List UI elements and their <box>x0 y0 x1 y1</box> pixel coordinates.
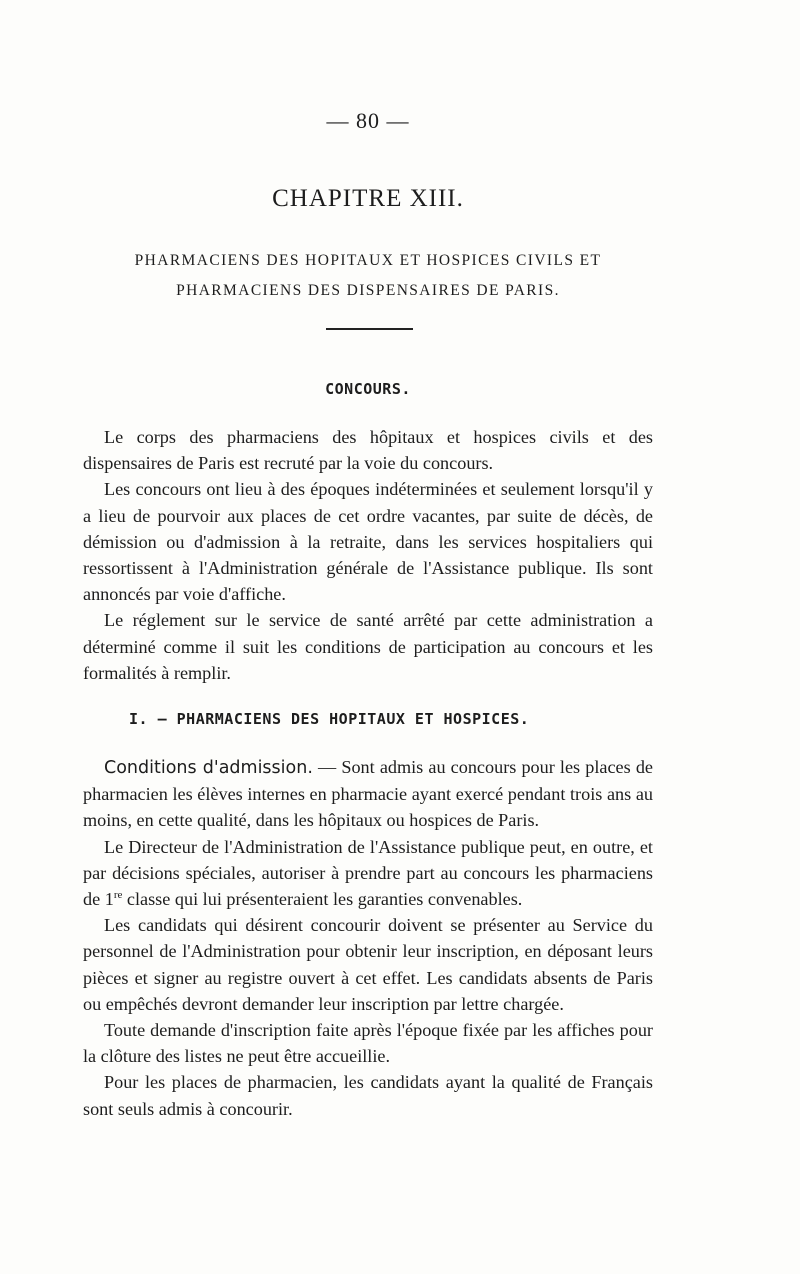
paragraph-recruitment: Le corps des pharmaciens des hôpitaux et hospices civils et des dispensaires de Paris est recruté par la voie du concours. <box>83 427 653 474</box>
paragraph-inscription: Les candidats qui désirent concourir doivent se présenter au Service du personnel de l'Administration pour obtenir leur inscription, en déposant leurs pièces et signer au registre ouvert à cet effet. Les candidats absents de Paris ou empêchés devront demander leur inscription par lettre chargée. <box>83 915 653 1014</box>
paragraph-concours-timing: Les concours ont lieu à des époques indéterminées et seulement lorsqu'il y a lieu de pourvoir aux places de cet ordre vacantes, par suite de décès, de démission ou d'admission à la retraite, dans les services hospitaliers qui ressortissent à l'Administration générale de l'Assistance publique. Ils sont annoncés par voie d'affiche. <box>83 479 653 605</box>
part-heading-pharmaciens-hopitaux: I. — PHARMACIENS DES HOPITAUX ET HOSPICES. <box>129 710 530 728</box>
section-divider-rule <box>326 328 413 330</box>
conditions-text: — Sont admis au concours pour les places de pharmacien les élèves internes en pharmacie ayant exercé pendant trois ans au moins, en cette qualité, dans les hôpitaux ou hospices de Paris. <box>83 757 653 831</box>
conditions-run-in-heading: Conditions d'admission. <box>104 758 313 778</box>
page-number: — 80 — <box>326 108 410 133</box>
paragraph-late-requests: Toute demande d'inscription faite après l'époque fixée par les affiches pour la clôture des listes ne peut être accueillie. <box>83 1020 653 1067</box>
directeur-text-end: classe qui lui présenteraient les garanties convenables. <box>122 889 523 910</box>
chapter-title: CHAPITRE XIII. <box>272 185 464 212</box>
concours-body <box>83 424 653 686</box>
class-superscript: re <box>113 888 123 901</box>
paragraph-directeur <box>83 834 653 913</box>
paragraph-nationality: Pour les places de pharmacien, les candidats ayant la qualité de Français sont seuls admis à concourir. <box>83 1072 653 1119</box>
chapter-subtitle-line-2: PHARMACIENS DES DISPENSAIRES DE PARIS. <box>176 282 560 299</box>
part-one-body <box>83 754 653 1122</box>
chapter-subtitle <box>83 246 653 306</box>
chapter-subtitle-line-1: PHARMACIENS DES HOPITAUX ET HOSPICES CIVILS ET <box>134 252 602 269</box>
paragraph-conditions-admission <box>83 754 653 834</box>
directeur-text-start: Le Directeur de l'Administration de l'Assistance publique peut, en outre, et par décisions spéciales, autoriser à prendre part au concours les pharmaciens de 1 <box>83 836 653 910</box>
paragraph-reglement: Le réglement sur le service de santé arrêté par cette administration a déterminé comme il suit les conditions de participation au concours et les formalités à remplir. <box>83 610 653 683</box>
section-heading-concours: CONCOURS. <box>325 380 411 398</box>
